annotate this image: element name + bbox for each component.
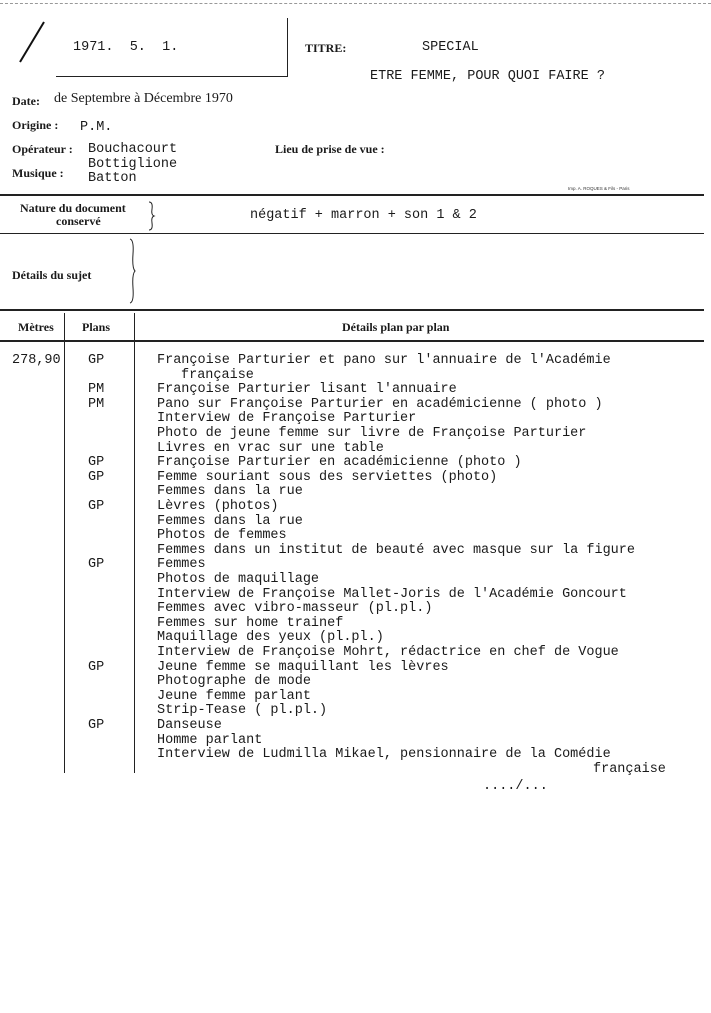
rule-nature-bottom [0, 233, 704, 234]
row-detail: Lèvres (photos) [157, 499, 279, 514]
row-detail: Strip-Tease ( pl.pl.) [157, 703, 328, 719]
reference-number: 1971. 5. 1. [73, 40, 179, 55]
table-row [0, 602, 711, 617]
table-row [0, 690, 711, 705]
row-detail: Femmes dans la rue [157, 513, 303, 529]
row-detail: Françoise Parturier en académicienne (photo ) [157, 455, 522, 471]
origine-label: Origine : [12, 118, 59, 132]
printer-imprint: Imp. A. ROQUES & Fils - Paris [568, 186, 630, 191]
table-row [0, 675, 711, 690]
operateur-value: Bouchacourt [88, 142, 178, 157]
row-plan: GP [88, 469, 105, 485]
table-body [0, 354, 711, 784]
row-plan: GP [88, 499, 105, 514]
col-header-plans: Plans [82, 320, 111, 334]
row-plan: GP [88, 718, 105, 733]
table-header-rule [0, 340, 704, 342]
col-header-metres: Mètres [18, 320, 54, 334]
row-detail: Interview de Françoise Parturier [157, 411, 417, 427]
table-row [0, 719, 711, 734]
col-header-details: Détails plan par plan [342, 320, 450, 334]
table-row [0, 456, 711, 471]
nature-value: négatif + marron + son 1 & 2 [250, 208, 477, 223]
table-row [0, 369, 711, 384]
row-detail: Françoise Parturier lisant l'annuaire [157, 382, 457, 398]
row-detail: Femmes dans la rue [157, 484, 303, 500]
row-plan: PM [88, 382, 105, 398]
row-detail: Homme parlant [157, 732, 263, 748]
row-plan: GP [88, 353, 105, 368]
row-detail: Femmes [157, 557, 206, 573]
titre-subtitle: ETRE FEMME, POUR QUOI FAIRE ? [370, 69, 605, 84]
row-plan: GP [88, 659, 105, 675]
date-value: de Septembre à Décembre 1970 [54, 91, 233, 106]
slash-mark-icon [14, 18, 50, 66]
row-plan: PM [88, 396, 105, 412]
date-label: Date: [12, 94, 40, 108]
row-detail: Photos de femmes [157, 528, 287, 544]
table-row [0, 485, 711, 500]
row-detail: Interview de Ludmilla Mikael, pensionnaire de la Comédie [157, 747, 611, 763]
row-detail: Photos de maquillage [157, 572, 320, 587]
nature-label-1: Nature du document [20, 201, 126, 215]
row-plan: GP [88, 557, 105, 573]
row-detail: française [593, 761, 666, 777]
row-metres: 278,90 [12, 353, 61, 368]
table-row [0, 500, 711, 515]
table-row [0, 398, 711, 413]
row-detail: française [181, 367, 254, 383]
row-detail: Livres en vrac sur une table [157, 440, 384, 456]
row-plan: GP [88, 455, 105, 471]
table-row [0, 515, 711, 530]
table-row [0, 734, 711, 749]
table-row [0, 661, 711, 676]
row-detail: Femme souriant sous des serviettes (photo) [157, 469, 498, 485]
table-row [0, 442, 711, 457]
row-detail: Femmes avec vibro-masseur (pl.pl.) [157, 601, 433, 617]
table-row [0, 471, 711, 486]
table-row [0, 631, 711, 646]
table-row [0, 763, 711, 778]
table-top-rule [0, 309, 704, 311]
lieu-label: Lieu de prise de vue : [275, 142, 385, 156]
table-row [0, 529, 711, 544]
row-detail: Maquillage des yeux (pl.pl.) [157, 630, 384, 646]
row-detail: Interview de Françoise Mallet-Joris de l'Académie Goncourt [157, 586, 627, 602]
table-row [0, 354, 711, 369]
row-detail: Jeune femme parlant [157, 688, 311, 704]
origine-value: P.M. [80, 120, 113, 135]
table-row [0, 412, 711, 427]
top-edge [0, 3, 711, 4]
operateur-label: Opérateur : [12, 142, 73, 156]
table-row [0, 704, 711, 719]
table-row [0, 383, 711, 398]
row-detail: Femmes dans un institut de beauté avec masque sur la figure [157, 542, 635, 558]
header-underline [56, 76, 288, 77]
table-row [0, 748, 711, 763]
row-detail: Pano sur Françoise Parturier en académicienne ( photo ) [157, 396, 603, 412]
details-sujet-label: Détails du sujet [12, 268, 92, 282]
table-row [0, 646, 711, 661]
nature-label-2: conservé [56, 214, 101, 228]
rule-nature-top [0, 194, 704, 196]
table-row [0, 544, 711, 559]
musique-value-2: Batton [88, 171, 137, 186]
sujet-brace-icon [127, 238, 137, 304]
musique-label: Musique : [12, 166, 64, 180]
row-detail: Femmes sur home trainef [157, 615, 344, 631]
row-detail: Interview de Françoise Mohrt, rédactrice en chef de Vogue [157, 645, 619, 660]
row-detail: Danseuse [157, 718, 222, 733]
musique-value-1: Bottiglione [88, 157, 178, 172]
row-detail: Photo de jeune femme sur livre de Françoise Parturier [157, 426, 587, 441]
table-row [0, 588, 711, 603]
table-row [0, 573, 711, 588]
titre-value: SPECIAL [422, 40, 479, 55]
row-detail: Françoise Parturier et pano sur l'annuaire de l'Académie [157, 353, 611, 368]
row-detail: Jeune femme se maquillant les lèvres [157, 659, 449, 675]
table-row [0, 427, 711, 442]
row-detail: Photographe de mode [157, 674, 311, 690]
table-row [0, 558, 711, 573]
table-row [0, 617, 711, 632]
continuation-mark: ..../... [483, 779, 548, 794]
titre-label: TITRE: [305, 41, 347, 55]
header-divider [287, 18, 288, 76]
nature-brace-icon [146, 201, 156, 231]
